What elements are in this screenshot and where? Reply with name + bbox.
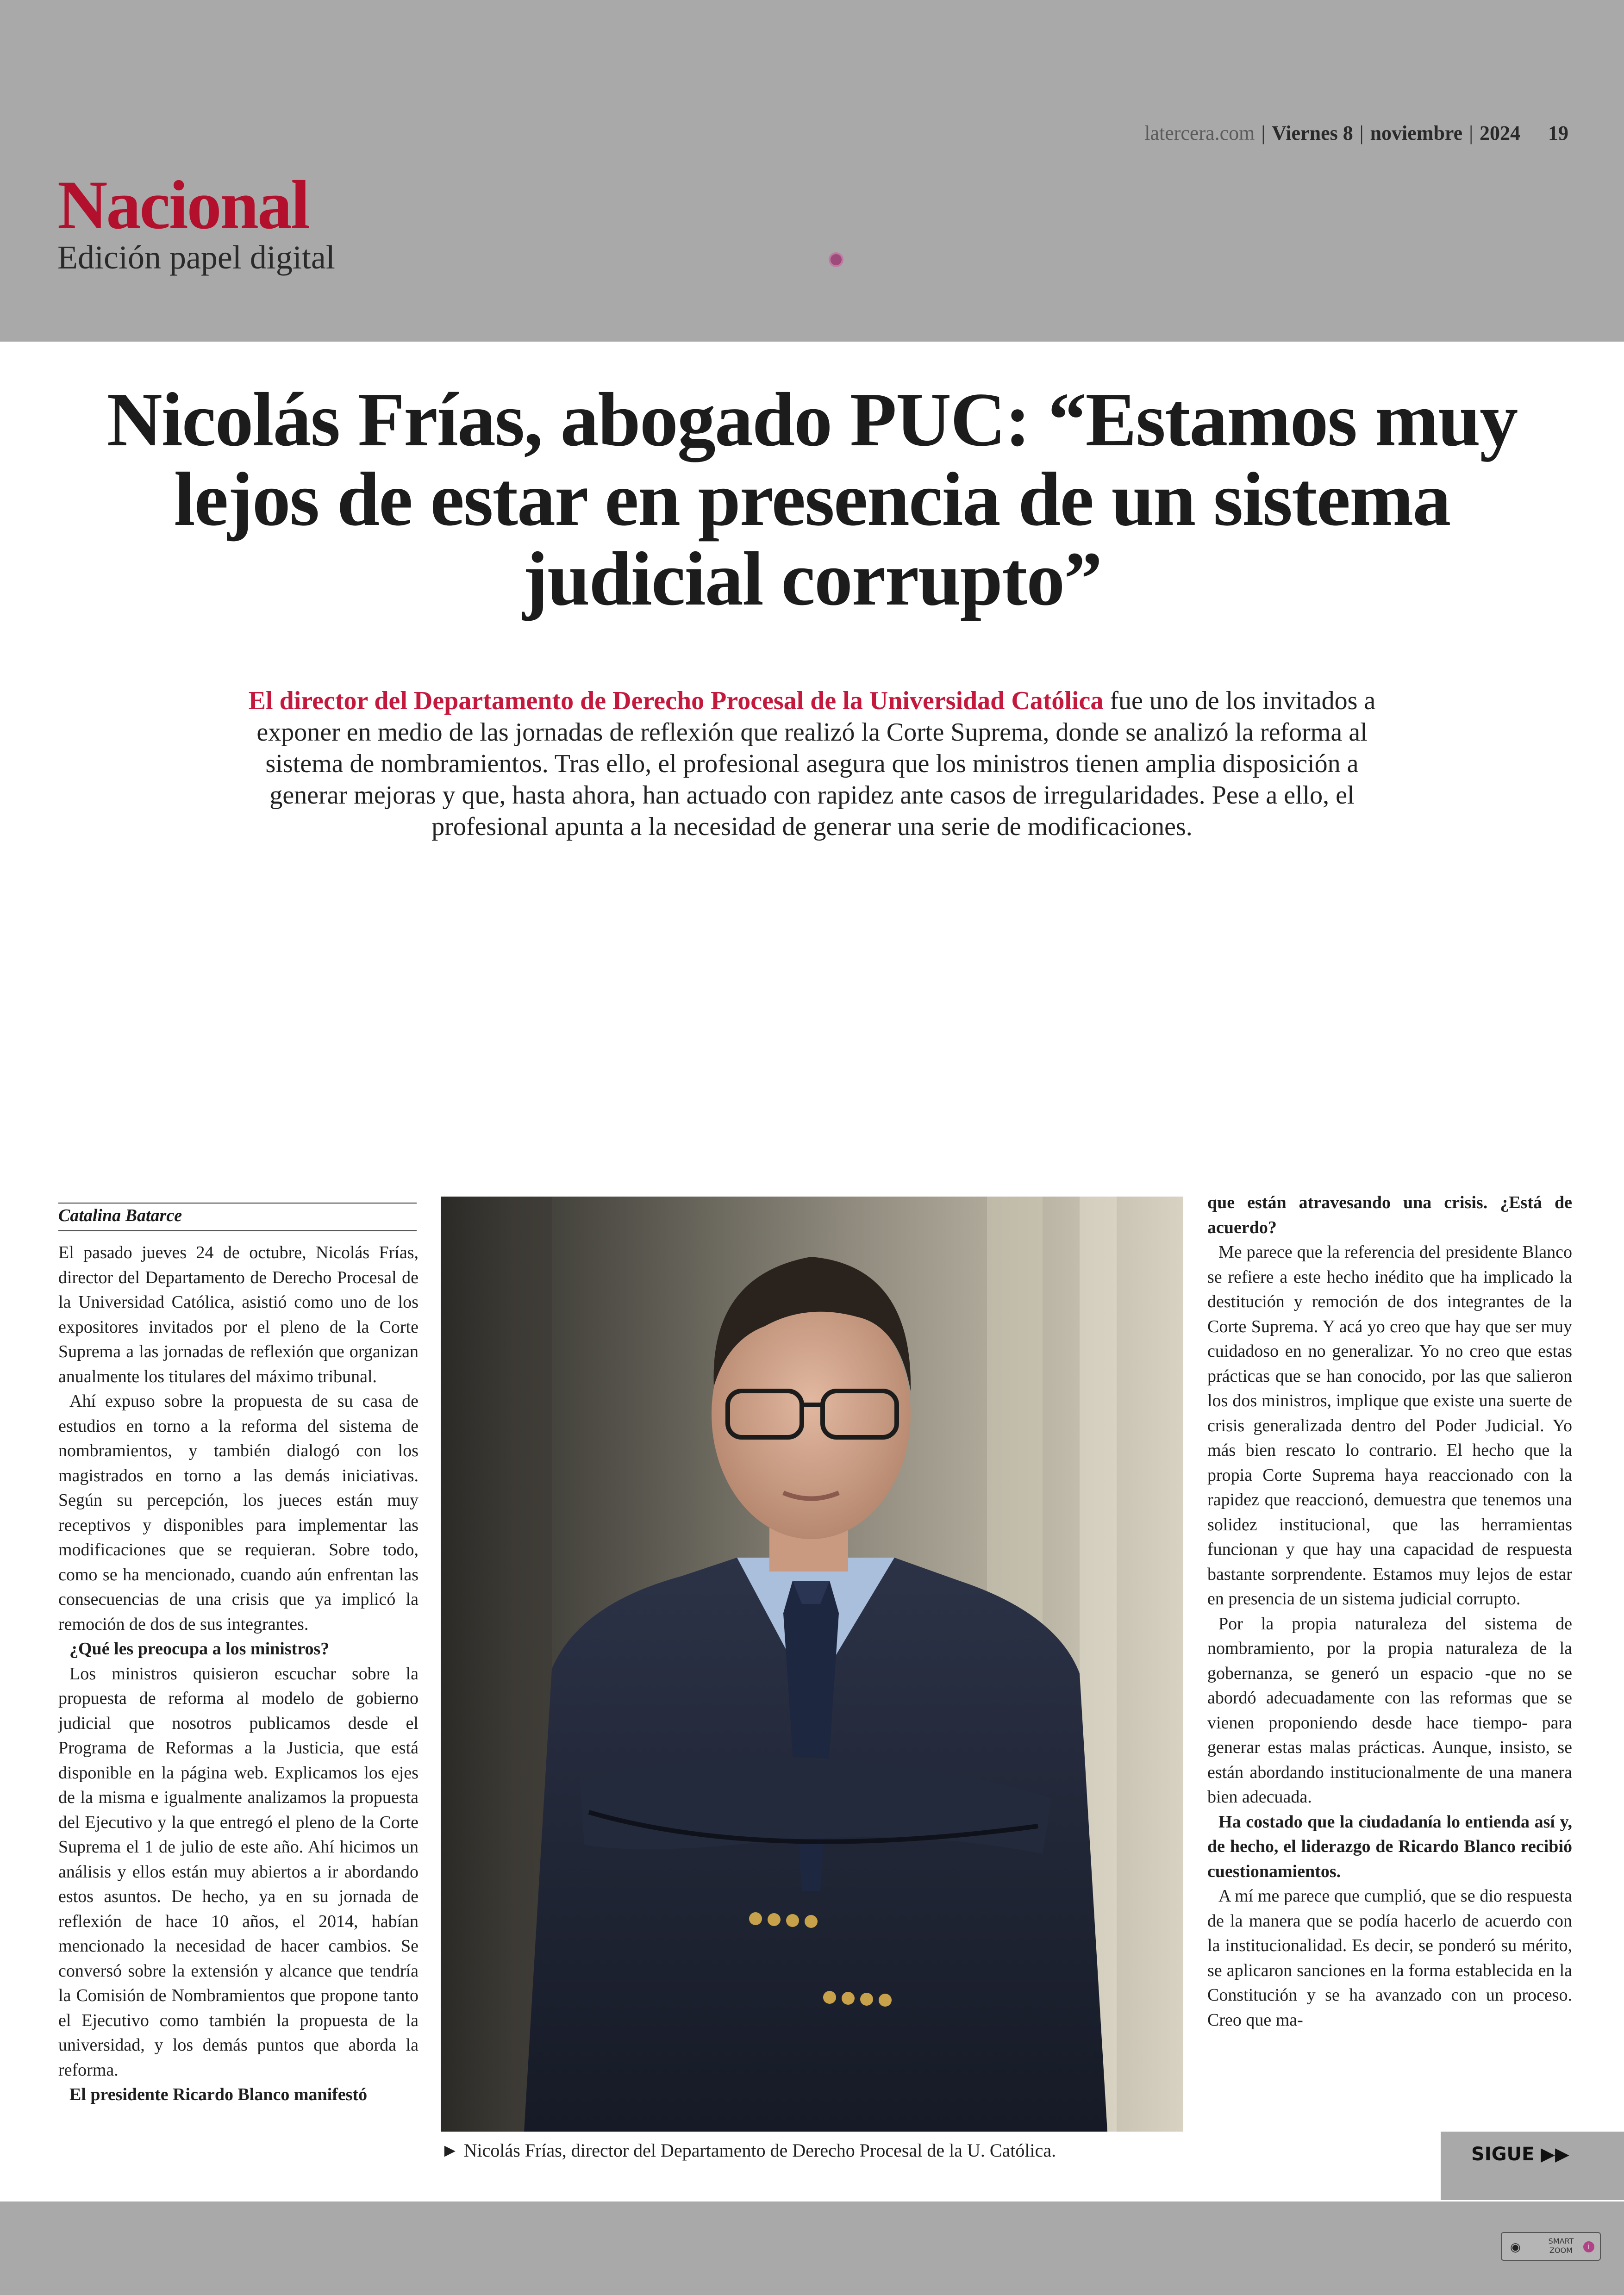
paragraph: Me parece que la referencia del presidente Blanco se refiere a este hecho inédito que ha implicado la destitución y remoción de dos integrantes de la Corte Suprema. Y acá yo creo que hay que ser muy cuidadoso en no generalizar. Yo no creo que estas prácticas que se han conocido, por las que salieron los dos ministros, implique que existe una suerte de crisis generalizada dentro del Poder Judicial. Yo más bien rescato lo contrario. El hecho que la propia Corte Suprema haya reaccionado con la rapidez que reaccionó, demuestra que tenemos una solidez institucional, que las herramientas funcionan y que hay una capacidad de respuesta bastante sorprendente. Estamos muy lejos de estar en presencia de un sistema judicial corrupto. — [1207, 1242, 1572, 1609]
article-lede — [241, 685, 1383, 842]
interview-question: ¿Qué les preocupa a los ministros? — [69, 1639, 330, 1659]
edition-label: Edición papel digital — [57, 239, 335, 276]
article-column-1 — [58, 1241, 418, 2108]
masthead-month: noviembre — [1370, 122, 1463, 144]
portrait-photo — [441, 1197, 1183, 2132]
interview-question: que están atravesando una crisis. ¿Está de acuerdo? — [1207, 1193, 1572, 1237]
info-badge: i — [1583, 2241, 1594, 2252]
paragraph: Los ministros quisieron escuchar sobre la propuesta de reforma al modelo de gobierno judicial que nosotros publicamos desde el Programa de Reformas a la Justicia, que está disponible en la página web. Explicamos los ejes de la misma e igualmente analizamos la propuesta del Ejecutivo y la que entregó el pleno de la Corte Suprema el 1 de julio de este año. Ahí hicimos un análisis y ellos están muy abiertos a ir abordando estos asuntos. De hecho, ya en su jornada de reflexión de hace 10 años, el 2014, habían mencionado la necesidad de hacer cambios. Se conversó sobre la extensión y alcance que tendría la Comisión de Nombramientos que propone tanto el Ejecutivo como también la propuesta de la universidad, y los demás puntos que aborda la reforma. — [58, 1664, 418, 2080]
interview-question: El presidente Ricardo Blanco manifestó — [69, 2085, 368, 2104]
article-headline: Nicolás Frías, abogado PUC: “Estamos muy lejos de estar en presencia de un sistema judicial corrupto” — [106, 377, 1518, 621]
paragraph: Ahí expuso sobre la propuesta de su casa de estudios en torno a la reforma del sistema de nombramientos, y también dialogó con los magistrados en torno a las demás iniciativas. Según su percepción, los jueces están muy receptivos y disponibles para implementar las modificaciones que se requieran. Sobre todo, como se ha mencionado, cuando aún enfrentan las consecuencias de una crisis que ya implicó la remoción de dos de sus integrantes. — [58, 1391, 418, 1634]
lede-highlight: El director del Departamento de Derecho Procesal de la Universidad Católica — [248, 686, 1104, 715]
smart-zoom-button[interactable] — [1501, 2232, 1601, 2261]
section-title: Nacional — [57, 167, 309, 243]
interview-question: Ha costado que la ciudadanía lo entienda así y, de hecho, el liderazgo de Ricardo Blanco recibió cuestionamientos. — [1207, 1812, 1572, 1881]
lede-text: fue uno de los invitados a exponer en medio de las jornadas de reflexión que realizó la Corte Suprema, donde se analizó la reforma al sistema de nombramientos. Tras ello, el profesional asegura que los ministros tienen amplia disposición a generar mejoras y que, hasta ahora, han actuado con rapidez ante casos de irregularidades. Pese a ello, el profesional apunta a la necesidad de generar una serie de modificaciones. — [256, 686, 1376, 841]
smart-zoom-label: SMART ZOOM — [1548, 2237, 1574, 2255]
portrait-photo-illustration — [441, 1197, 1183, 2132]
continue-label: SIGUE ▶▶ — [1471, 2144, 1569, 2165]
continue-button[interactable] — [1441, 2132, 1624, 2200]
byline: Catalina Batarce — [58, 1203, 417, 1231]
site-name[interactable]: latercera.com — [1144, 122, 1255, 144]
eye-icon: ◉ — [1510, 2240, 1521, 2254]
page-indicator-dot[interactable] — [829, 252, 843, 267]
article-column-3 — [1207, 1191, 1572, 2033]
paragraph: Por la propia naturaleza del sistema de nombramiento, por la propia naturaleza de la gobernanza, se generó un espacio -que no se abordó adecuadamente con las reformas que se vienen proponiendo desde hace tiempo- para generar estas malas prácticas. Aunque, insisto, se están abordando institucionalmente de una manera bien adecuada. — [1207, 1614, 1572, 1807]
paragraph: El pasado jueves 24 de octubre, Nicolás Frías, director del Departamento de Derecho Procesal de la Universidad Católica, asistió como uno de los expositores invitados por el pleno de la Corte Suprema a las jornadas de reflexión que organizan anualmente los titulares del máximo tribunal. — [58, 1243, 418, 1386]
masthead-date-line: latercera.com | Viernes 8 | noviembre | 2024 19 — [1144, 122, 1568, 144]
masthead-day: Viernes 8 — [1272, 122, 1353, 144]
photo-caption: ► Nicolás Frías, director del Departamento de Derecho Procesal de la U. Católica. — [441, 2140, 1056, 2161]
paragraph: A mí me parece que cumplió, que se dio respuesta de la manera que se podía hacerlo de acuerdo con la institucionalidad. Es decir, se ponderó su mérito, se aplicaron sanciones en la forma establecida en la Constitución y se ha avanzado con un proceso. Creo que ma- — [1207, 1886, 1572, 2030]
page-number: 19 — [1548, 122, 1568, 144]
masthead-year: 2024 — [1480, 122, 1520, 144]
